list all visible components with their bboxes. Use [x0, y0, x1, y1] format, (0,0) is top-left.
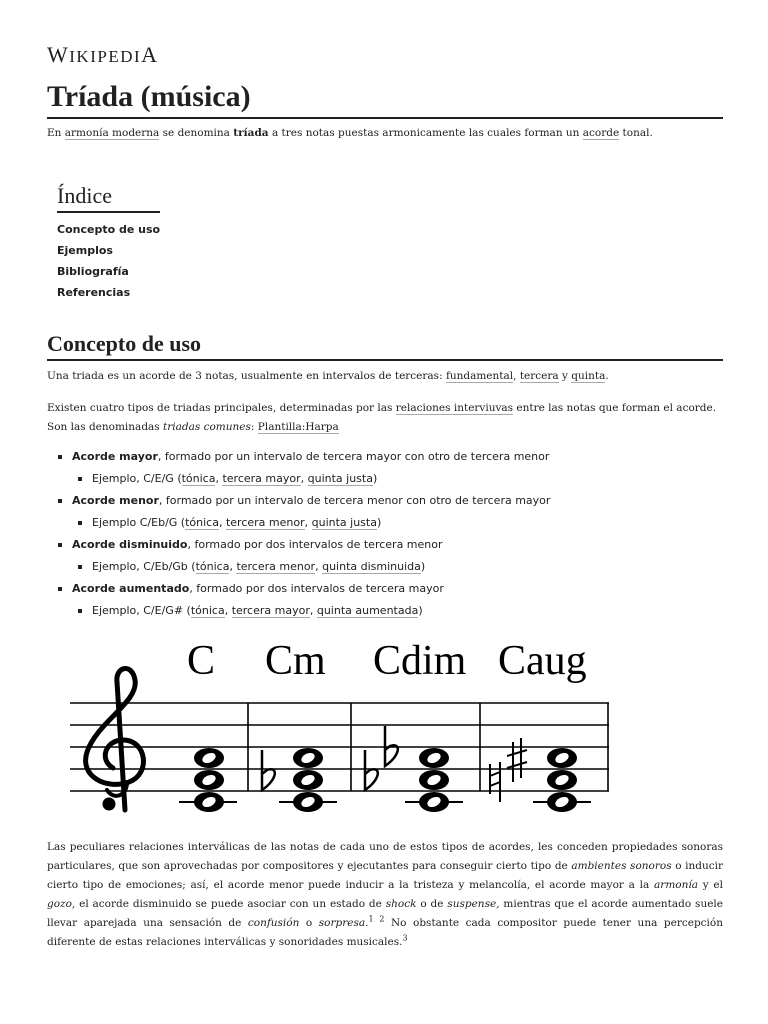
chord-labels — [187, 638, 587, 684]
link-quinta-justa[interactable]: quinta justa — [311, 516, 377, 529]
paragraph-definition: Una triada es un acorde de 3 notas, usualmente en intervalos de terceras: fundamental, tercera y quinta. — [47, 370, 609, 382]
list-item-example: Ejemplo, C/Eb/Gb (tónica, tercera menor, quinta disminuida) — [47, 556, 723, 578]
list-item-chord: Acorde menor, formado por un intervalo de tercera menor con otro de tercera mayor — [47, 490, 723, 512]
link-quinta[interactable]: quinta — [571, 370, 606, 382]
wikipedia-wordmark[interactable]: WIKIPEDIA — [47, 42, 159, 67]
link-tonica[interactable]: tónica — [195, 560, 230, 573]
link-tercera[interactable]: tercera — [519, 370, 559, 382]
chord-caug-notes — [490, 738, 591, 812]
toc-title: Índice — [57, 182, 160, 213]
link-relaciones-interviuvas[interactable]: relaciones interviuvas — [395, 402, 514, 414]
chord-label-cdim: Cdim — [373, 638, 467, 684]
flat-icon — [365, 750, 378, 790]
link-fundamental[interactable]: fundamental — [445, 370, 514, 382]
list-item-chord: Acorde disminuido, formado por dos intervalos de tercera menor — [47, 534, 723, 556]
link-quinta-disminuida[interactable]: quinta disminuida — [322, 560, 421, 573]
chord-types-list — [47, 446, 723, 622]
chord-cm-notes — [262, 748, 337, 812]
staff-lines — [70, 703, 609, 791]
chord-label-cm: Cm — [265, 638, 326, 684]
flat-icon — [262, 750, 275, 790]
link-quinta-justa[interactable]: quinta justa — [307, 472, 373, 485]
link-tercera-mayor[interactable]: tercera mayor — [231, 604, 310, 617]
list-item-example: Ejemplo, C/E/G# (tónica, tercera mayor, quinta aumentada) — [47, 600, 723, 622]
list-item-example: Ejemplo C/Eb/G (tónica, tercera menor, quinta justa) — [47, 512, 723, 534]
natural-icon — [490, 762, 500, 802]
link-acorde[interactable]: acorde — [582, 127, 620, 139]
chord-label-c: C — [187, 638, 216, 684]
link-tonica[interactable]: tónica — [185, 516, 219, 529]
link-plantilla-harpa[interactable]: Plantilla:Harpa — [257, 421, 339, 433]
link-tercera-mayor[interactable]: tercera mayor — [222, 472, 301, 485]
chord-c-notes — [179, 748, 237, 812]
toc-item-referencias[interactable]: Referencias — [57, 286, 131, 299]
toc-item-bibliografia[interactable]: Bibliografía — [57, 265, 129, 278]
table-of-contents — [57, 182, 160, 303]
paragraph-types: Existen cuatro tipos de triadas principales, determinadas por las relaciones interviuvas entre las notas que forman el acorde. Son las denominadas triadas comunes: Plantilla:Harpa — [47, 402, 717, 433]
reference-marker[interactable]: 3 — [402, 933, 408, 943]
link-tercera-menor[interactable]: tercera menor — [236, 560, 316, 573]
link-armonia-moderna[interactable]: armonía moderna — [64, 127, 160, 139]
toc-item-ejemplos[interactable]: Ejemplos — [57, 244, 113, 257]
link-tercera-menor[interactable]: tercera menor — [225, 516, 305, 529]
intro-paragraph: En armonía moderna se denomina tríada a tres notas puestas armonicamente las cuales forman un acorde tonal. — [47, 127, 653, 139]
flat-icon — [385, 726, 398, 766]
link-tonica[interactable]: tónica — [181, 472, 216, 485]
list-item-example: Ejemplo, C/E/G (tónica, tercera mayor, quinta justa) — [47, 468, 723, 490]
section-heading-concepto: Concepto de uso — [47, 331, 723, 361]
list-item-chord: Acorde mayor, formado por un intervalo de tercera mayor con otro de tercera menor — [47, 446, 723, 468]
link-tonica[interactable]: tónica — [190, 604, 225, 617]
reference-marker[interactable]: 1 2 — [368, 914, 385, 924]
link-quinta-aumentada[interactable]: quinta aumentada — [316, 604, 419, 617]
toc-item-concepto[interactable]: Concepto de uso — [57, 223, 161, 236]
list-item-chord: Acorde aumentado, formado por dos intervalos de tercera mayor — [47, 578, 723, 600]
paragraph-emotions: Las peculiares relaciones interválicas de las notas de cada uno de estos tipos de acordes, les conceden propiedades sonoras particulares, que son aprovechadas por compositores y ejecutantes para conseguir cierto tipo de ambientes sonoros o inducir cierto tipo de emociones; así, el acorde menor puede inducir a la tristeza y melancolía, el acorde mayor a la armonía y el gozo, el acorde disminuido se puede asociar con un estado de shock o de suspense, mientras que el acorde aumentado suele llevar aparejada una sensación de confusión o sorpresa.$^{1 2}$ No obstante cada compositor puede tener una percepción diferente de estas relaciones interválicas y sonoridades musicales.$^3$ — [47, 841, 724, 948]
page-title: Tríada (música) — [47, 80, 723, 119]
triads-score-image — [47, 632, 627, 822]
chord-label-caug: Caug — [498, 638, 587, 684]
treble-clef-icon — [86, 668, 144, 810]
sharp-icon — [507, 738, 527, 782]
